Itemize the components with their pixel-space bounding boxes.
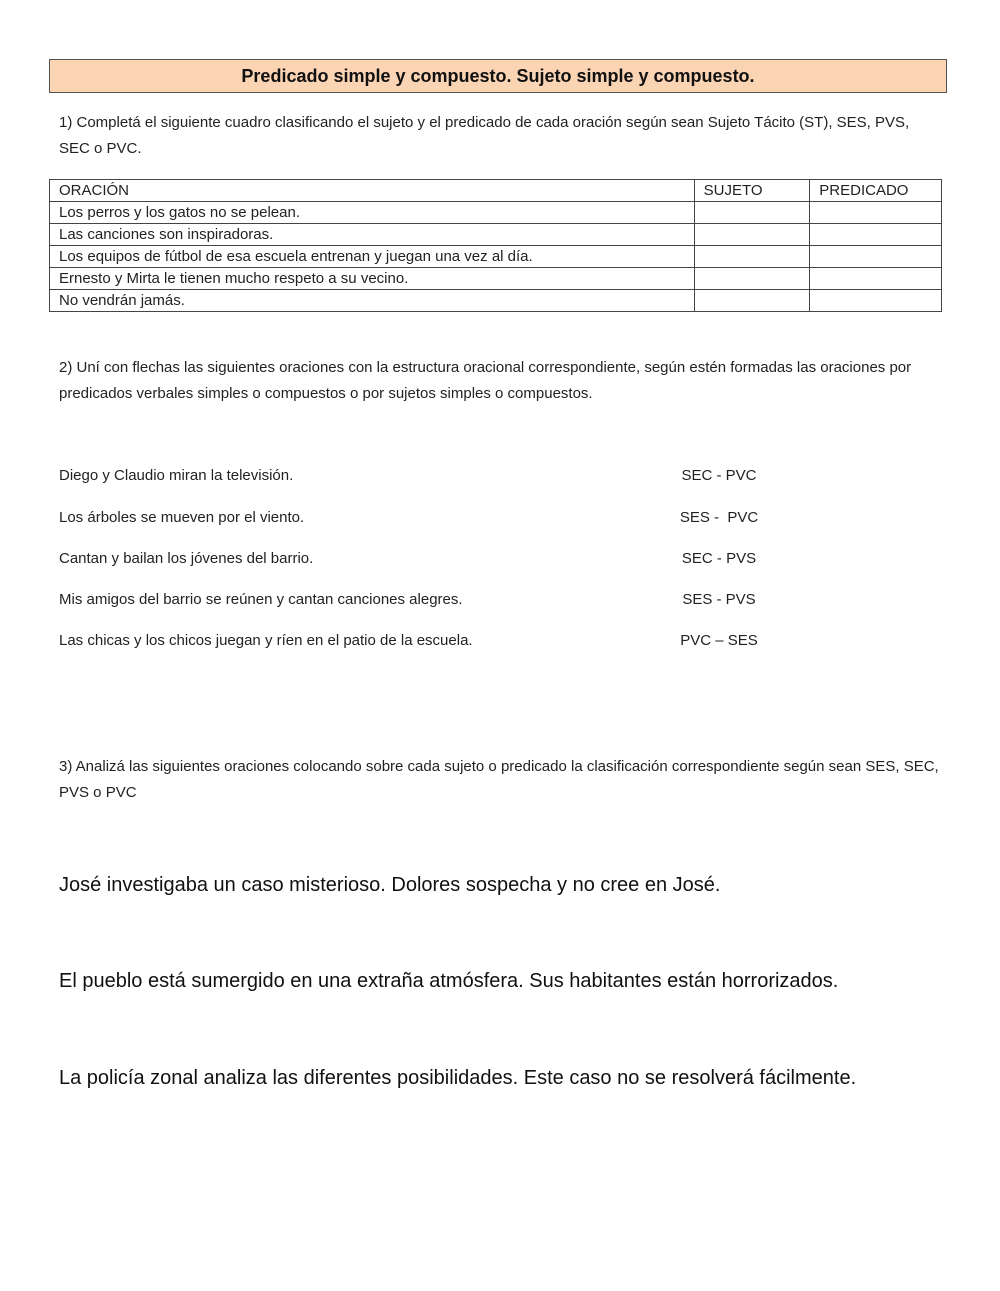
worksheet-title-text: Predicado simple y compuesto. Sujeto simple y compuesto. bbox=[241, 65, 755, 86]
predicado-answer-cell[interactable] bbox=[810, 246, 942, 268]
match-structure[interactable]: SES - PVS bbox=[682, 591, 756, 608]
sentence-cell: Los perros y los gatos no se pelean. bbox=[50, 202, 695, 224]
table-row bbox=[50, 268, 942, 290]
match-row bbox=[59, 547, 939, 571]
sentence-cell: Ernesto y Mirta le tienen mucho respeto a su vecino. bbox=[50, 268, 695, 290]
header-predicado: PREDICADO bbox=[810, 180, 942, 202]
sujeto-answer-cell[interactable] bbox=[694, 290, 810, 312]
sentence-cell: Las canciones son inspiradoras. bbox=[50, 224, 695, 246]
match-row bbox=[59, 588, 939, 612]
sujeto-answer-cell[interactable] bbox=[694, 268, 810, 290]
table-row bbox=[50, 202, 942, 224]
sentence-cell: No vendrán jamás. bbox=[50, 290, 695, 312]
worksheet-title bbox=[49, 59, 947, 93]
header-sujeto: SUJETO bbox=[694, 180, 810, 202]
match-structure[interactable]: PVC – SES bbox=[680, 632, 758, 649]
match-structure[interactable]: SEC - PVC bbox=[681, 467, 757, 484]
match-structure[interactable]: SES - PVC bbox=[679, 509, 759, 526]
match-row bbox=[59, 629, 939, 653]
predicado-answer-cell[interactable] bbox=[810, 224, 942, 246]
section3-instruction: 3) Analizá las siguientes oraciones colocando sobre cada sujeto o predicado la clasificación correspondiente según sean SES, SEC, PVS o PVC bbox=[59, 758, 939, 801]
match-row bbox=[59, 506, 939, 530]
match-row bbox=[59, 464, 939, 488]
predicado-answer-cell[interactable] bbox=[810, 268, 942, 290]
sentence-cell: Los equipos de fútbol de esa escuela entrenan y juegan una vez al día. bbox=[50, 246, 695, 268]
predicado-answer-cell[interactable] bbox=[810, 290, 942, 312]
sujeto-answer-cell[interactable] bbox=[694, 224, 810, 246]
classification-table bbox=[49, 179, 942, 312]
sujeto-answer-cell[interactable] bbox=[694, 246, 810, 268]
analysis-sentence: José investigaba un caso misterioso. Dolores sospecha y no cree en José. bbox=[59, 874, 721, 896]
table-row bbox=[50, 290, 942, 312]
table-header-row bbox=[50, 180, 942, 202]
predicado-answer-cell[interactable] bbox=[810, 202, 942, 224]
match-sentence[interactable]: Los árboles se mueven por el viento. bbox=[59, 509, 305, 526]
match-sentence[interactable]: Diego y Claudio miran la televisión. bbox=[59, 467, 294, 484]
section2-instruction: 2) Uní con flechas las siguientes oraciones con la estructura oracional correspondiente, según estén formadas las oraciones por predicados verbales simples o compuestos o por sujetos simples o compuestos. bbox=[59, 359, 912, 402]
analysis-sentence: La policía zonal analiza las diferentes posibilidades. Este caso no se resolverá fácilmente. bbox=[59, 1067, 857, 1089]
table-row bbox=[50, 246, 942, 268]
match-sentence[interactable]: Las chicas y los chicos juegan y ríen en el patio de la escuela. bbox=[59, 632, 473, 649]
match-sentence[interactable]: Mis amigos del barrio se reúnen y cantan canciones alegres. bbox=[59, 591, 463, 608]
header-oracion: ORACIÓN bbox=[50, 180, 695, 202]
table-row bbox=[50, 224, 942, 246]
match-structure[interactable]: SEC - PVS bbox=[681, 550, 757, 567]
match-sentence[interactable]: Cantan y bailan los jóvenes del barrio. bbox=[59, 550, 314, 567]
section1-instruction: 1) Completá el siguiente cuadro clasificando el sujeto y el predicado de cada oración según sean Sujeto Tácito (ST), SES, PVS, SEC o PVC. bbox=[59, 114, 910, 157]
analysis-sentence: El pueblo está sumergido en una extraña atmósfera. Sus habitantes están horrorizados. bbox=[59, 970, 839, 992]
sujeto-answer-cell[interactable] bbox=[694, 202, 810, 224]
